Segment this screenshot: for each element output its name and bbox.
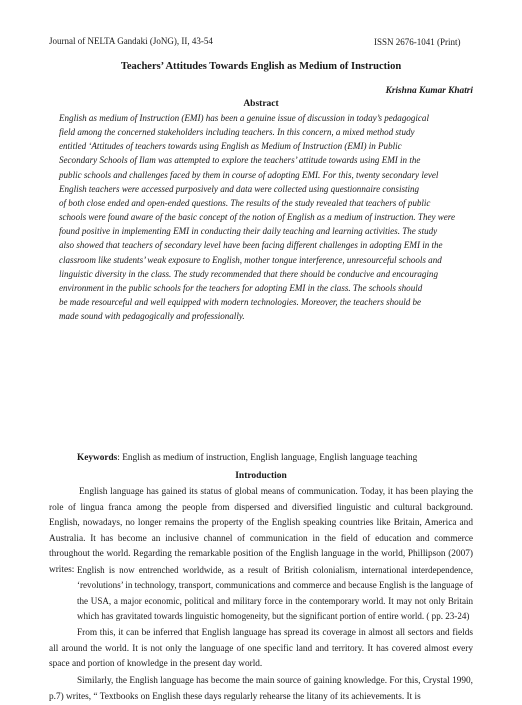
abstract-line: of both close ended and open-ended questions. The results of the study revealed that teachers of public bbox=[59, 197, 431, 208]
abstract-line: English as medium of Instruction (EMI) has been a genuine issue of discussion in today’s pedagogical bbox=[59, 113, 429, 123]
body-line: education and commerce throughout the world. Regarding the remarkable position of the English language bbox=[49, 533, 473, 559]
abstract-line: also showed that teachers of secondary level have been facing different challenges in adopting EMI in the bbox=[59, 240, 443, 251]
abstract-line: Secondary Schools of Ilam was attempted to explore the teachers’ attitude towards using EMI in the bbox=[59, 155, 421, 166]
introduction-heading: Introduction bbox=[235, 471, 287, 481]
abstract-body bbox=[59, 111, 471, 323]
quote-line: English is now entrenched worldwide, as a result of British colonialism, international interdependence, bbox=[77, 565, 473, 575]
body-line: From this, it can be inferred that English language has spread its coverage in almost all sectors and bbox=[77, 628, 450, 638]
body-line: background. English, nowadays, no longer remains the property of the English speaking countries like bbox=[49, 502, 473, 528]
abstract-line: classroom like students’ weak exposure to English, mother tongue interference, unresourceful schools and bbox=[59, 254, 442, 265]
abstract-line: public schools and challenges faced by them in course of adopting EMI. For this, twenty secondary level bbox=[59, 169, 439, 180]
body-line: in the world, Phillipson (2007) writes: bbox=[49, 549, 473, 575]
keywords-text: : English as medium of instruction, English language, English language teaching bbox=[117, 453, 418, 463]
abstract-heading: Abstract bbox=[243, 99, 279, 109]
body-line: fields all around the world. It is not only the language of one specific land and territory. It has covered bbox=[49, 628, 473, 654]
intro-paragraph-3 bbox=[49, 674, 473, 705]
journal-running-header: Journal of NELTA Gandaki (JoNG), II, 43-54 bbox=[49, 36, 213, 46]
article-title: Teachers’ Attitudes Towards English as Medium of Instruction bbox=[120, 61, 402, 72]
body-line: Britain, America and Australia. It has become an inclusive channel of communication in the field of bbox=[49, 518, 473, 544]
quote-line: portion of entire world. ( pp. 23-24) bbox=[339, 611, 470, 622]
body-line: playing the role of lingua franca among the people from dispersed and diversified linguistic and cultural bbox=[49, 487, 473, 513]
abstract-line: found positive in implementing EMI in conducting their daily teaching and learning activities. The study bbox=[59, 226, 438, 237]
abstract-line: schools were found aware of the basic concept of the notion of English as a medium of instruction. They were bbox=[59, 212, 456, 223]
abstract-line: field among the concerned stakeholders including teachers. In this concern, a mixed method study bbox=[59, 127, 415, 138]
keywords-label: Keywords bbox=[77, 453, 118, 463]
body-line: Similarly, the English language has become the main source of gaining knowledge. For this, Crystal bbox=[77, 676, 450, 686]
body-line: 1990, p.7) writes, “ Textbooks on English these days regularly rehearse the litany of its achievements. It is bbox=[49, 676, 473, 702]
abstract-line: English teachers were accessed purposively and data were collected using questionnaire consisting bbox=[59, 183, 420, 194]
issn-header: ISSN 2676-1041 (Print) bbox=[374, 37, 461, 47]
body-line: almost every space and portion of knowledge in the present day world. bbox=[49, 643, 473, 669]
abstract-line: made sound with pedagogically and professionally. bbox=[59, 311, 245, 322]
author-name: Krishna Kumar Khatri bbox=[385, 86, 473, 96]
body-line: English language has gained its status of global means of communication. Today, it has been bbox=[79, 487, 429, 497]
block-quote bbox=[77, 563, 473, 625]
abstract-line: be made resourceful and well equipped with modern technologies. Moreover, the teachers should be bbox=[59, 297, 422, 308]
abstract-line: environment in the public schools for the teachers for adopting EMI in the class. The schools should bbox=[59, 282, 423, 293]
quote-line: language of the USA, a major economic, political and military force in the contemporary world. bbox=[77, 580, 473, 606]
quote-line: It may not only Britain which has gravitated towards linguistic homogeneity, but the significant bbox=[77, 595, 474, 622]
abstract-line: entitled ‘Attitudes of teachers towards using English as Medium of Instruction (EMI) in Public bbox=[59, 141, 402, 152]
quote-line: ‘revolutions’ in technology, transport, communications and commerce and because English is the bbox=[77, 580, 429, 591]
keywords-line bbox=[77, 453, 417, 463]
abstract-line: linguistic diversity in the class. The study recommended that there should be conducive and encouraging bbox=[59, 268, 438, 279]
